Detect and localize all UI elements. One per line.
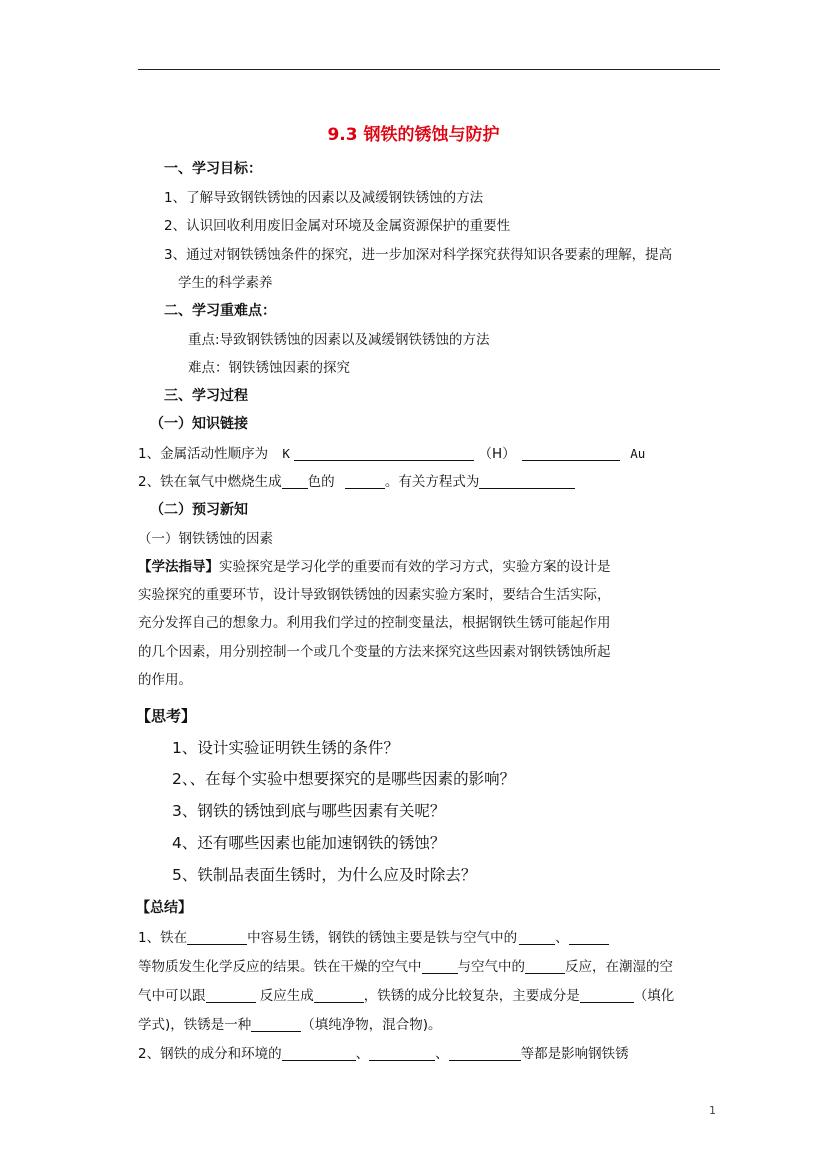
iron-burning-text-c: 。有关方程式为 <box>384 474 480 490</box>
summary-l2-c: 反应，在潮湿的空 <box>565 959 673 975</box>
blank-12[interactable] <box>314 988 364 1003</box>
activity-series-prefix: 1、金属活动性顺序为 <box>138 446 269 462</box>
preview-heading: （二）预习新知 <box>150 502 248 518</box>
summary-l1-a: 1、铁在 <box>138 930 188 946</box>
blank-15[interactable] <box>282 1046 356 1061</box>
think-question-2: 2、、在每个实验中想要探究的是哪些因素的影响？ <box>172 770 516 788</box>
activity-series-line <box>138 442 645 462</box>
summary-heading: 【总结】 <box>136 900 192 916</box>
blank-4[interactable] <box>345 474 385 489</box>
blank-13[interactable] <box>580 988 634 1003</box>
key-point: 重点:导致钢铁锈蚀的因素以及减缓钢铁锈蚀的方法 <box>188 332 490 348</box>
activity-series-h: （H） <box>478 446 516 462</box>
guide-line-1 <box>138 555 611 575</box>
page-number: 1 <box>709 1104 716 1117</box>
guide-line-4: 的几个因素，用分别控制一个或几个变量的方法来探究这些因素对钢铁锈蚀所起 <box>138 644 611 660</box>
process-heading: 三、学习过程 <box>164 388 248 404</box>
blank-14[interactable] <box>251 1017 301 1032</box>
summary-l5-d: 等都是影响钢铁锈 <box>520 1046 629 1062</box>
summary-line-3 <box>138 984 674 1004</box>
iron-burning-text-b: 色的 <box>307 474 335 490</box>
blank-9[interactable] <box>422 959 458 974</box>
summary-line-4 <box>138 1013 442 1033</box>
summary-line-5 <box>138 1042 629 1062</box>
summary-l1-c: 、 <box>555 930 569 946</box>
summary-l5-b: 、 <box>355 1046 370 1062</box>
objectives-heading: 一、学习目标： <box>164 161 262 177</box>
blank-3[interactable] <box>282 474 308 489</box>
blank-6[interactable] <box>187 930 247 945</box>
summary-line-1 <box>138 926 609 946</box>
blank-16[interactable] <box>369 1046 435 1061</box>
iron-burning-line <box>138 470 575 490</box>
blank-10[interactable] <box>525 959 565 974</box>
summary-l3-d: （填化 <box>633 988 675 1004</box>
keypoints-heading: 二、学习重难点： <box>164 303 276 319</box>
objective-1: 1、了解导致钢铁锈蚀的因素以及减缓钢铁锈蚀的方法 <box>164 190 484 206</box>
blank-11[interactable] <box>206 988 256 1003</box>
guide-line-3: 充分发挥自己的想象力。利用我们学过的控制变量法，根据钢铁生锈可能起作用 <box>138 615 611 631</box>
guide-line-2: 实验探究的重要环节，设计导致钢铁锈蚀的因素实验方案时，要结合生活实际， <box>138 587 611 603</box>
guide-tag: 【学法指导】 <box>138 559 219 575</box>
blank-17[interactable] <box>449 1046 521 1061</box>
hard-point: 难点：钢铁锈蚀因素的探究 <box>188 360 350 376</box>
blank-1[interactable] <box>294 446 474 461</box>
summary-l3-b: 反应生成 <box>259 988 314 1004</box>
summary-l3-c: ，铁锈的成分比较复杂，主要成分是 <box>363 988 580 1004</box>
summary-l5-c: 、 <box>435 1046 449 1062</box>
think-question-3: 3、钢铁的锈蚀到底与哪些因素有关呢？ <box>172 802 446 820</box>
summary-l1-b: 中容易生锈，钢铁的锈蚀主要是铁与空气中的 <box>247 930 518 946</box>
summary-line-2 <box>138 955 673 975</box>
think-question-5: 5、铁制品表面生锈时，为什么应及时除去？ <box>172 866 477 884</box>
knowledge-link-heading: （一）知识链接 <box>150 416 248 432</box>
summary-l2-b: 与空气中的 <box>457 959 525 975</box>
summary-l3-a: 气中可以跟 <box>138 988 206 1004</box>
guide-text-1: 实验探究是学习化学的重要而有效的学习方式，实验方案的设计是 <box>219 559 611 575</box>
blank-8[interactable] <box>569 930 609 945</box>
think-question-4: 4、还有哪些因素也能加速钢铁的锈蚀？ <box>172 834 446 852</box>
activity-series-k: K <box>282 446 290 461</box>
blank-7[interactable] <box>519 930 555 945</box>
objective-3-cont: 学生的科学素养 <box>178 275 273 291</box>
rust-factors-topic: （一）钢铁锈蚀的因素 <box>138 531 273 547</box>
blank-5[interactable] <box>479 474 575 489</box>
think-question-1: 1、设计实验证明铁生锈的条件？ <box>172 739 399 757</box>
page-title: 9.3 钢铁的锈蚀与防护 <box>327 125 500 145</box>
blank-2[interactable] <box>522 446 620 461</box>
iron-burning-text-a: 2、铁在氧气中燃烧生成 <box>138 474 282 490</box>
summary-l5-a: 2、钢铁的成分和环境的 <box>138 1046 282 1062</box>
objective-2: 2、认识回收利用废旧金属对环境及金属资源保护的重要性 <box>164 218 511 234</box>
activity-series-au: Au <box>630 446 646 461</box>
think-heading: 【思考】 <box>136 707 197 725</box>
summary-l4-b: （填纯净物，混合物)。 <box>301 1017 442 1033</box>
objective-3: 3、通过对钢铁锈蚀条件的探究，进一步加深对科学探究获得知识各要素的理解，提高 <box>164 247 673 263</box>
guide-line-5: 的作用。 <box>138 672 192 688</box>
summary-l2-a: 等物质发生化学反应的结果。铁在干燥的空气中 <box>138 959 422 975</box>
header-rule <box>138 69 720 70</box>
summary-l4-a: 学式)，铁锈是一种 <box>138 1017 252 1033</box>
